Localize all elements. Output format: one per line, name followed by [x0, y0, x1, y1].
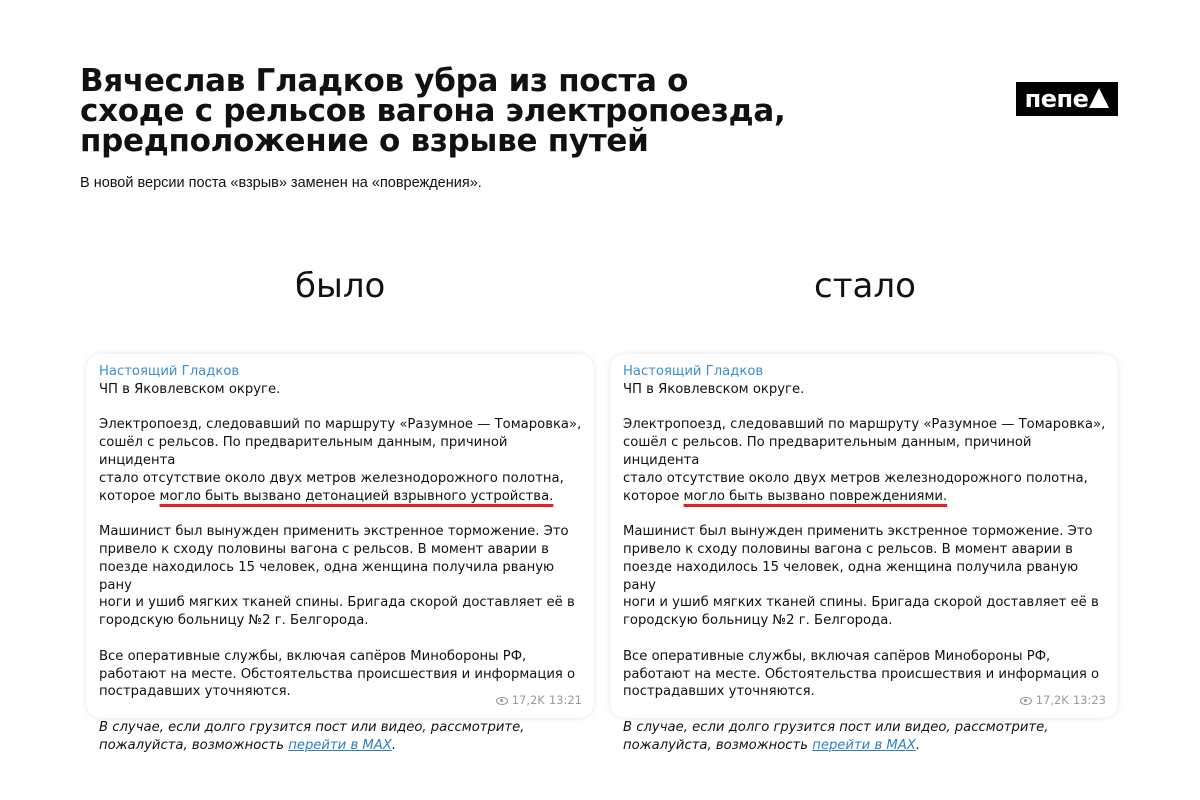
post-text-segment: .: [391, 737, 397, 753]
view-count: 17,2K: [1035, 693, 1069, 708]
post-time: 13:23: [1072, 693, 1106, 708]
post-text-segment: пожалуйста, возможность: [623, 737, 813, 753]
subtitle: В новой версии поста «взрыв» заменен на «повреждения».: [80, 175, 482, 191]
post-text: городскую больницу №2 г. Белгорода.: [623, 613, 893, 629]
post-text: городскую больницу №2 г. Белгорода.: [99, 613, 369, 629]
post-text: привело к сходу половины вагона с рельсов. В момент аварии в: [99, 541, 549, 557]
max-link[interactable]: перейти в MAX: [288, 737, 392, 753]
post-author[interactable]: Настоящий Гладков: [623, 364, 764, 379]
post-card-before: [86, 354, 594, 753]
post-text: Машинист был вынужден применить экстренное торможение. Это: [99, 524, 569, 540]
headline-line: предположение о взрыве путей: [80, 123, 649, 159]
post-text: [99, 737, 582, 755]
post-text: В случае, если долго грузится пост или видео, рассмотрите,: [99, 719, 525, 735]
post-text: Электропоезд, следовавший по маршруту «Разумное — Томаровка»,: [623, 417, 1106, 433]
post-meta: [496, 692, 582, 710]
post-text: пострадавших уточняются.: [99, 684, 291, 700]
post-meta: [1020, 692, 1106, 710]
view-count: 17,2K: [511, 693, 545, 708]
logo-text: пепе: [1024, 85, 1089, 113]
post-text: Все оперативные службы, включая сапёров Минобороны РФ,: [99, 648, 527, 664]
eye-icon: [1020, 697, 1032, 705]
headline-line: Вячеслав Гладков убра из поста о: [80, 63, 689, 99]
post-text: поезде находилось 15 человек, одна женщина получила рваную рану: [623, 559, 1079, 593]
post-text: Все оперативные службы, включая сапёров Минобороны РФ,: [623, 648, 1051, 664]
label-after: стало: [814, 266, 916, 306]
label-before: было: [295, 266, 386, 306]
post-author[interactable]: Настоящий Гладков: [99, 364, 240, 379]
post-text: ноги и ушиб мягких тканей спины. Бригада скорой доставляет её в: [99, 595, 575, 611]
headline-line: сходе с рельсов вагона электропоезда,: [80, 93, 786, 129]
post-text: ноги и ушиб мягких тканей спины. Бригада скорой доставляет её в: [623, 595, 1099, 611]
post-text: работают на месте. Обстоятельства происшествия и информация о: [623, 666, 1100, 682]
post-text: стало отсутствие около двух метров железнодорожного полотна,: [623, 470, 1088, 486]
post-card-after: [610, 354, 1118, 753]
post-text: [99, 488, 582, 506]
post-text: сошёл с рельсов. По предварительным данным, причиной инцидента: [623, 435, 1032, 468]
post-text: сошёл с рельсов. По предварительным данным, причиной инцидента: [99, 435, 508, 468]
post-time: 13:21: [548, 693, 582, 708]
post-text: Машинист был вынужден применить экстренное торможение. Это: [623, 524, 1093, 540]
triangle-icon: [1089, 88, 1109, 108]
post-text: работают на месте. Обстоятельства происшествия и информация о: [99, 666, 576, 682]
post-text: стало отсутствие около двух метров железнодорожного полотна,: [99, 470, 564, 486]
max-link[interactable]: перейти в MAX: [812, 737, 916, 753]
logo: [1016, 82, 1118, 116]
highlighted-phrase: могло быть вызвано детонацией взрывного устройства.: [159, 488, 554, 504]
headline: [80, 63, 940, 159]
post-text: привело к сходу половины вагона с рельсов. В момент аварии в: [623, 541, 1073, 557]
highlighted-phrase: могло быть вызвано повреждениями.: [683, 488, 948, 504]
post-text: пострадавших уточняются.: [623, 684, 815, 700]
post-text: [623, 488, 1106, 506]
post-text-segment: которое: [623, 488, 684, 504]
post-text: ЧП в Яковлевском округе.: [623, 381, 805, 397]
post-text: [623, 737, 1106, 755]
post-text-segment: пожалуйста, возможность: [99, 737, 289, 753]
post-text: Электропоезд, следовавший по маршруту «Разумное — Томаровка»,: [99, 417, 582, 433]
post-text: В случае, если долго грузится пост или видео, рассмотрите,: [623, 719, 1049, 735]
eye-icon: [496, 697, 508, 705]
post-text-segment: .: [915, 737, 921, 753]
post-text-segment: которое: [99, 488, 160, 504]
post-text: поезде находилось 15 человек, одна женщина получила рваную рану: [99, 559, 555, 593]
post-text: ЧП в Яковлевском округе.: [99, 381, 281, 397]
